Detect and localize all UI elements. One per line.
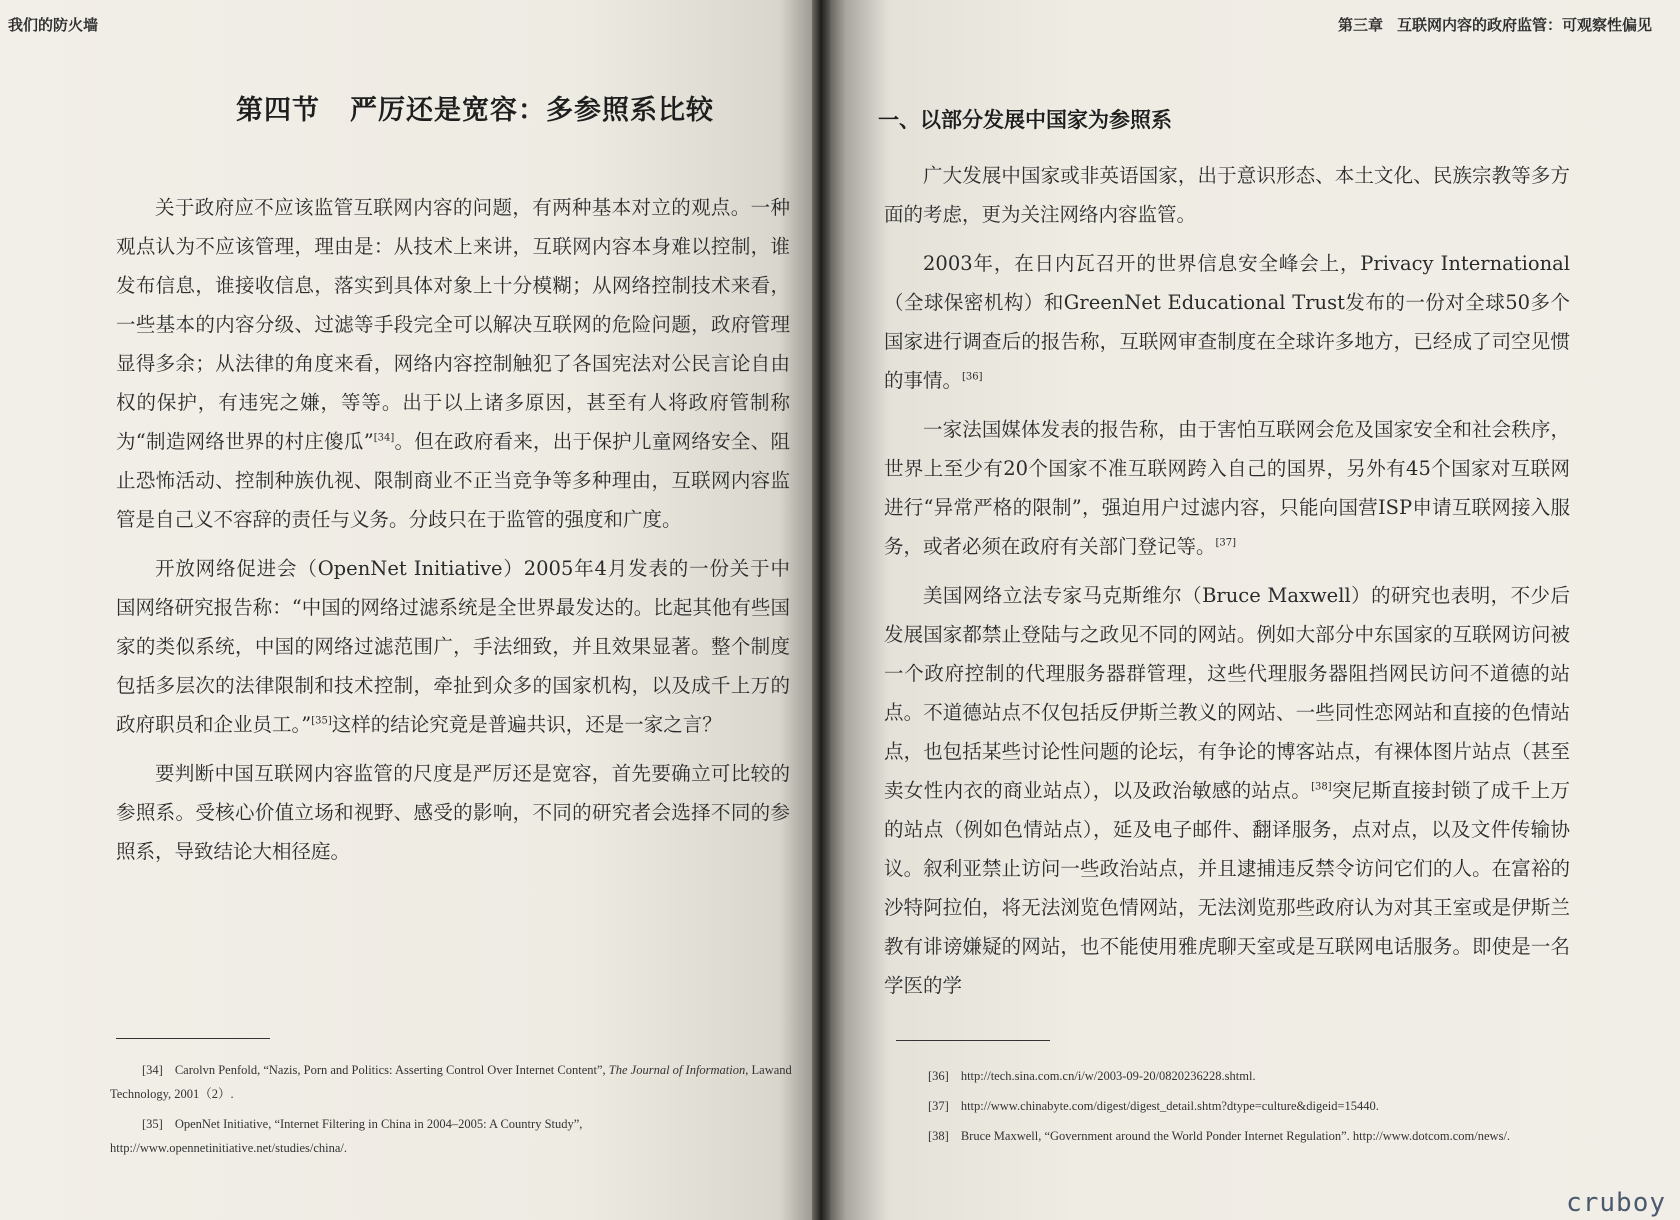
chapter-title: 互联网内容的政府监管：可观察性偏见 xyxy=(1396,16,1652,34)
footnote: [37] http://www.chinabyte.com/digest/digest_detail.shtm?dtype=culture&digeid=15440. xyxy=(928,1099,1379,1113)
footnote: [34] Carolvn Penfold, “Nazis, Porn and Politics: Asserting Control Over Internet Content”, The Journal of Information, Lawand Technology, 2001（2）. xyxy=(110,1063,792,1101)
right-footnotes xyxy=(896,1064,1586,1154)
left-body-text xyxy=(116,188,790,881)
book-spine xyxy=(812,0,830,1220)
left-page xyxy=(0,0,820,1220)
footnote-rule xyxy=(116,1038,270,1039)
paragraph: 美国网络立法专家马克斯维尔（Bruce Maxwell）的研究也表明，不少后发展国家都禁止登陆与之政见不同的网站。例如大部分中东国家的互联网访问被一个政府控制的代理服务器群管理，这些代理服务器阻挡网民访问不道德的站点。不道德站点不仅包括反伊斯兰教义的网站、一些同性恋网站和直接的色情站点，也包括某些讨论性问题的论坛，有争论的博客站点，有裸体图片站点（甚至卖女性内衣的商业站点），以及政治敏感的站点。[38]突尼斯直接封锁了成千上万的站点（例如色情站点），延及电子邮件、翻译服务，点对点，以及文件传输协议。叙利亚禁止访问一些政治站点，并且逮捕违反禁令访问它们的人。在富裕的沙特阿拉伯，将无法浏览色情网站，无法浏览那些政府认为对其王室或是伊斯兰教有诽谤嫌疑的网站，也不能使用雅虎聊天室或是互联网电话服务。即使是一名学医的学 xyxy=(884,584,1570,997)
section-title-text: 严厉还是宽容：多参照系比较 xyxy=(350,95,714,126)
footnote: [35] OpenNet Initiative, “Internet Filtering in China in 2004–2005: A Country Study”, http://www.opennetinitiative.net/studies/china/. xyxy=(110,1117,583,1155)
paragraph: 开放网络促进会（OpenNet Initiative）2005年4月发表的一份关于中国网络研究报告称：“中国的网络过滤系统是全世界最发达的。比起其他有些国家的类似系统，中国的网络过滤范围广，手法细致，并且效果显著。整个制度包括多层次的法律限制和技术控制，牵扯到众多的国家机构，以及成千上万的政府职员和企业员工。”[35]这样的结论究竟是普遍共识，还是一家之言？ xyxy=(116,557,790,736)
running-head-left: 我们的防火墙 xyxy=(8,16,99,34)
left-footnotes xyxy=(110,1058,800,1166)
footnote-ref: [38] xyxy=(1311,781,1332,793)
chapter-number: 第三章 xyxy=(1337,16,1383,34)
paragraph: 广大发展中国家或非英语国家，出于意识形态、本土文化、民族宗教等多方面的考虑，更为关注网络内容监管。 xyxy=(884,164,1570,226)
footnote-ref: [34] xyxy=(373,432,395,444)
footnote-ref: [35] xyxy=(311,715,332,727)
section-title xyxy=(236,88,714,127)
right-body-text xyxy=(884,156,1570,1015)
footnote-rule xyxy=(896,1040,1050,1041)
paragraph: 一家法国媒体发表的报告称，由于害怕互联网会危及国家安全和社会秩序，世界上至少有20个国家不准互联网跨入自己的国界，另外有45个国家对互联网进行“异常严格的限制”，强迫用户过滤内容，只能向国营ISP申请互联网接入服务，或者必须在政府有关部门登记等。[37] xyxy=(884,418,1570,558)
footnote: [36] http://tech.sina.com.cn/i/w/2003-09-20/0820236228.shtml. xyxy=(928,1069,1256,1083)
running-head-right xyxy=(1338,14,1652,35)
section-number: 第四节 xyxy=(236,95,320,126)
footnote: [38] Bruce Maxwell, “Government around the World Ponder Internet Regulation”. http://www.dotcom.com/news/. xyxy=(928,1129,1511,1143)
subsection-title: 一、以部分发展中国家为参照系 xyxy=(878,108,1172,132)
footnote-ref: [36] xyxy=(962,371,983,383)
paragraph: 要判断中国互联网内容监管的尺度是严厉还是宽容，首先要确立可比较的参照系。受核心价值立场和视野、感受的影响，不同的研究者会选择不同的参照系，导致结论大相径庭。 xyxy=(116,762,790,863)
footnote-ref: [37] xyxy=(1215,537,1237,549)
watermark: cruboy xyxy=(1566,1188,1666,1218)
paragraph: 2003年，在日内瓦召开的世界信息安全峰会上，Privacy International（全球保密机构）和GreenNet Educational Trust发布的一份对全球50多个国家进行调查后的报告称，互联网审查制度在全球许多地方，已经成了司空见惯的事情。[36] xyxy=(884,252,1570,392)
paragraph: 关于政府应不应该监管互联网内容的问题，有两种基本对立的观点。一种观点认为不应该管理，理由是：从技术上来讲，互联网内容本身难以控制，谁发布信息，谁接收信息，落实到具体对象上十分模糊；从网络控制技术来看，一些基本的内容分级、过滤等手段完全可以解决互联网的危险问题，政府管理显得多余；从法律的角度来看，网络内容控制触犯了各国宪法对公民言论自由权的保护，有违宪之嫌，等等。出于以上诸多原因，甚至有人将政府管制称为“制造网络世界的村庄傻瓜”[34]。但在政府看来，出于保护儿童网络安全、阻止恐怖活动、控制种族仇视、限制商业不正当竞争等多种理由，互联网内容监管是自己义不容辞的责任与义务。分歧只在于监管的强度和广度。 xyxy=(116,196,790,531)
